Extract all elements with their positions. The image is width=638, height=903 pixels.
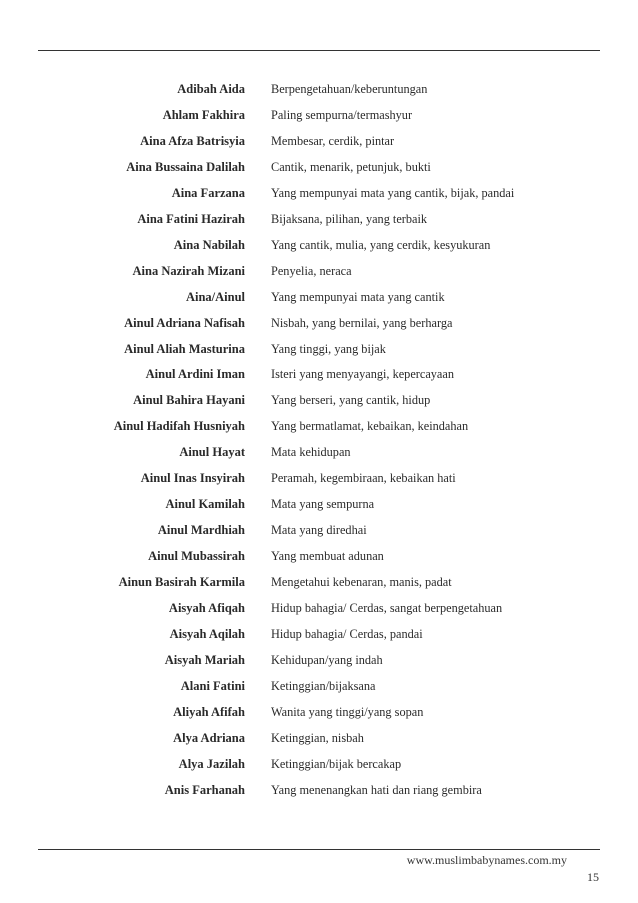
list-item [0, 160, 638, 186]
list-item [0, 705, 638, 731]
name-meaning: Yang bermatlamat, kebaikan, keindahan [271, 419, 469, 434]
baby-name: Ahlam Fakhira [162, 107, 245, 122]
baby-name: Aina Afza Batrisyia [140, 133, 245, 148]
bottom-rule [38, 849, 600, 850]
name-meaning: Mata yang diredhai [271, 523, 367, 538]
baby-name: Aina Nabilah [173, 237, 245, 252]
name-meaning: Isteri yang menyayangi, kepercayaan [271, 367, 455, 382]
list-item [0, 342, 638, 368]
baby-name: Aliyah Afifah [173, 704, 245, 719]
name-meaning: Ketinggian/bijak bercakap [271, 756, 402, 771]
baby-name: Ainul Ardini Iman [145, 367, 245, 382]
list-item [0, 783, 638, 809]
list-item [0, 627, 638, 653]
baby-name: Ainul Aliah Masturina [124, 341, 245, 356]
name-meaning: Yang membuat adunan [271, 549, 384, 564]
baby-name: Aisyah Afiqah [168, 601, 245, 615]
list-item [0, 264, 638, 290]
list-item [0, 497, 638, 523]
baby-name: Ainul Mubassirah [148, 549, 245, 564]
name-meaning: Yang berseri, yang cantik, hidup [271, 393, 431, 408]
baby-name: Ainul Bahira Hayani [133, 393, 245, 408]
baby-name: Alya Adriana [173, 730, 245, 745]
name-meaning: Membesar, cerdik, pintar [271, 133, 395, 148]
list-item [0, 367, 638, 393]
list-item [0, 212, 638, 238]
name-meaning: Mata yang sempurna [271, 497, 375, 512]
baby-name: Ainul Adriana Nafisah [124, 315, 245, 330]
baby-name: Anis Farhanah [164, 782, 245, 797]
footer-url: www.muslimbabynames.com.my [406, 853, 567, 867]
name-meaning: Yang menenangkan hati dan riang gembira [271, 782, 482, 797]
baby-name: Aina Fatini Hazirah [137, 211, 245, 226]
name-meaning: Yang cantik, mulia, yang cerdik, kesyukuran [271, 237, 491, 252]
name-meaning: Kehidupan/yang indah [271, 652, 383, 667]
name-meaning: Bijaksana, pilihan, yang terbaik [271, 211, 428, 226]
list-item [0, 679, 638, 705]
list-item [0, 575, 638, 601]
list-item [0, 290, 638, 316]
baby-name: Ainul Hadifah Husniyah [113, 419, 245, 434]
name-meaning: Hidup bahagia/ Cerdas, sangat berpengetahuan [271, 601, 503, 615]
list-item [0, 238, 638, 264]
baby-name: Ainul Inas Insyirah [140, 471, 245, 486]
list-item [0, 108, 638, 134]
baby-name: Aina/Ainul [185, 289, 245, 304]
name-meaning: Mata kehidupan [271, 445, 351, 460]
name-meaning: Yang tinggi, yang bijak [271, 341, 386, 356]
baby-name: Ainul Hayat [179, 445, 245, 460]
list-item [0, 471, 638, 497]
list-item [0, 601, 638, 627]
name-meaning: Peramah, kegembiraan, kebaikan hati [271, 471, 456, 486]
baby-name: Aina Farzana [171, 185, 245, 200]
baby-name: Ainun Basirah Karmila [118, 575, 245, 590]
baby-name: Aina Nazirah Mizani [132, 263, 245, 278]
name-meaning: Cantik, menarik, petunjuk, bukti [271, 159, 431, 174]
baby-name: Adibah Aida [177, 82, 245, 96]
name-meaning: Wanita yang tinggi/yang sopan [271, 704, 424, 719]
list-item [0, 523, 638, 549]
name-meaning: Paling sempurna/termashyur [271, 107, 413, 122]
list-item [0, 419, 638, 445]
top-rule [38, 50, 600, 51]
baby-name: Alani Fatini [180, 678, 245, 693]
baby-name: Aina Bussaina Dalilah [126, 159, 245, 174]
baby-name: Aisyah Mariah [164, 652, 245, 667]
baby-name: Ainul Mardhiah [157, 523, 245, 538]
page-number: 15 [587, 870, 599, 884]
list-item [0, 549, 638, 575]
list-item [0, 316, 638, 342]
list-item [0, 731, 638, 757]
name-meaning: Berpengetahuan/keberuntungan [271, 82, 428, 96]
baby-name: Aisyah Aqilah [169, 626, 245, 641]
name-meaning: Penyelia, neraca [271, 263, 352, 278]
list-item [0, 186, 638, 212]
name-meaning: Hidup bahagia/ Cerdas, pandai [271, 626, 423, 641]
name-meaning: Mengetahui kebenaran, manis, padat [271, 575, 452, 590]
list-item [0, 134, 638, 160]
list-item [0, 653, 638, 679]
name-meaning: Ketinggian/bijaksana [271, 678, 376, 693]
baby-name: Ainul Kamilah [165, 497, 245, 512]
list-item [0, 82, 638, 108]
list-item [0, 757, 638, 783]
list-item [0, 445, 638, 471]
name-meaning: Yang mempunyai mata yang cantik [271, 289, 445, 304]
baby-name: Alya Jazilah [178, 756, 245, 771]
name-meaning: Yang mempunyai mata yang cantik, bijak, pandai [271, 185, 515, 200]
name-meaning: Ketinggian, nisbah [271, 730, 364, 745]
name-meaning: Nisbah, yang bernilai, yang berharga [271, 315, 453, 330]
list-item [0, 393, 638, 419]
